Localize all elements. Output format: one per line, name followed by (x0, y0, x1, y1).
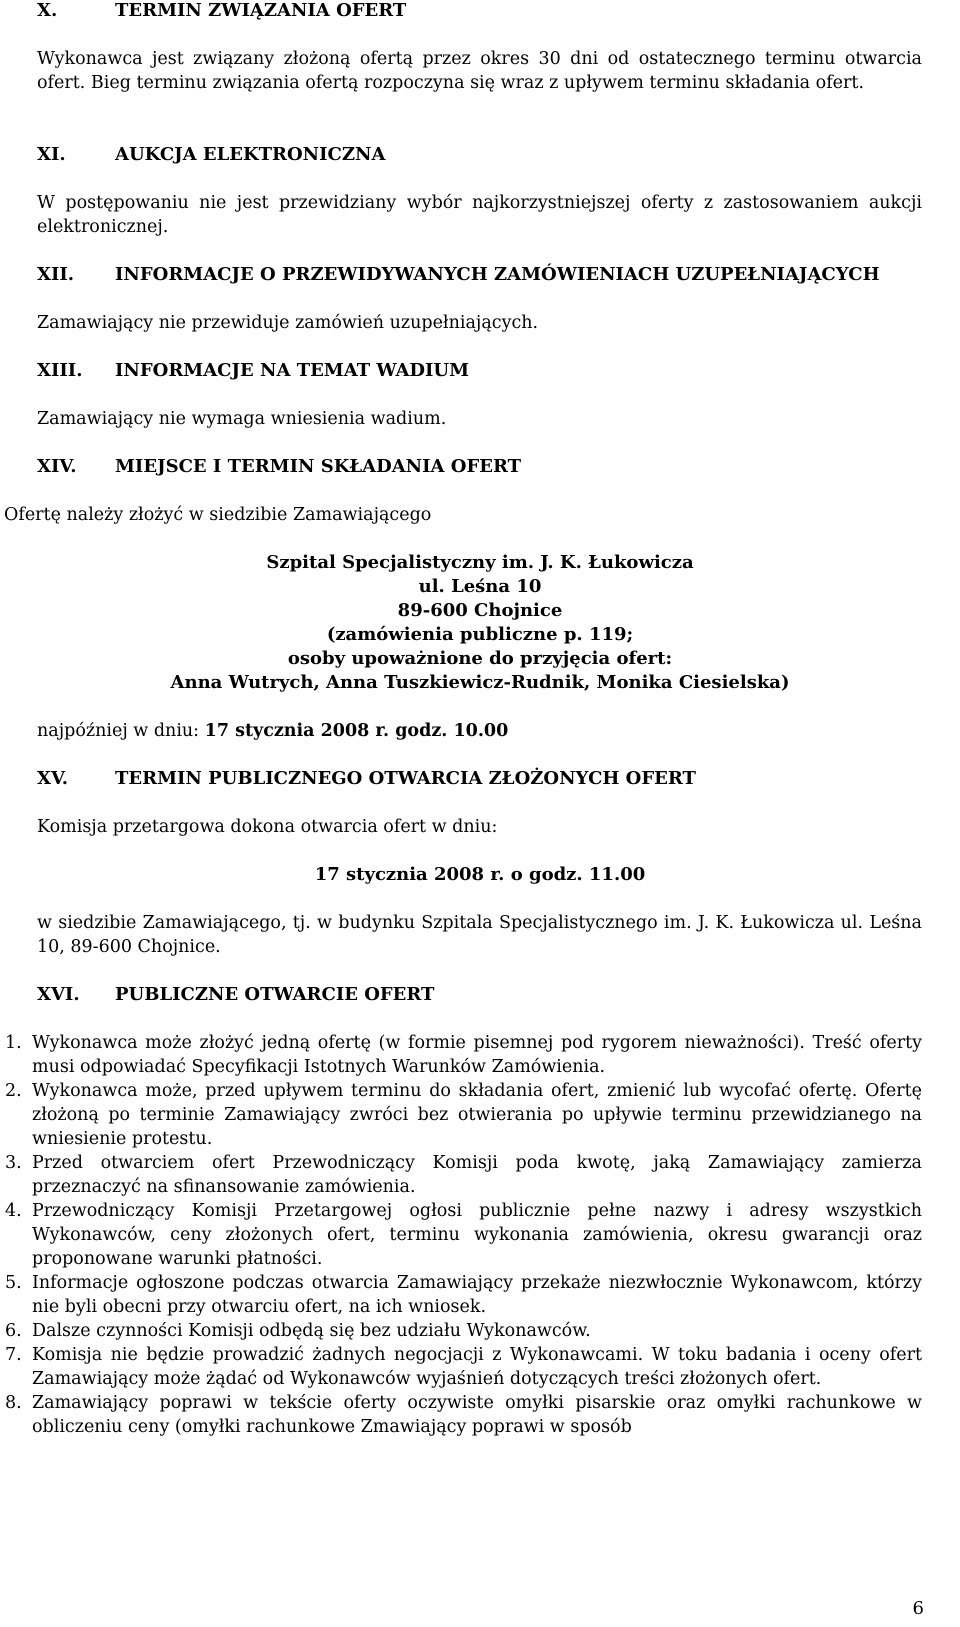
section-title: INFORMACJE NA TEMAT WADIUM (115, 360, 470, 381)
section-xiv-heading (37, 455, 922, 479)
address-line: Szpital Specjalistyczny im. J. K. Łukowicza (266, 552, 694, 573)
list-item (5, 1319, 922, 1343)
item-number: 4. (5, 1201, 22, 1221)
section-x-body: Wykonawca jest związany złożoną ofertą przez okres 30 dni od ostatecznego terminu otwarcia ofert. Bieg terminu związania ofertą rozpoczyna się wraz z upływem terminu składania ofert. (37, 49, 922, 93)
list-item (5, 1079, 922, 1151)
section-number: XII. (37, 264, 75, 285)
section-number: XVI. (37, 984, 80, 1005)
public-opening-list (5, 1031, 922, 1439)
list-item (5, 1199, 922, 1271)
page-number: 6 (912, 1598, 924, 1619)
list-item (5, 1151, 922, 1199)
item-text: Wykonawca może złożyć jedną ofertę (w formie pisemnej pod rygorem nieważności). Treść oferty musi odpowiadać Specyfikacji Istotnych Warunków Zamówienia. (32, 1033, 922, 1077)
opening-place: w siedzibie Zamawiającego, tj. w budynku Szpitala Specjalistycznego im. J. K. Łukowicza ul. Leśna 10, 89-600 Chojnice. (37, 913, 922, 957)
item-text: Zamawiający poprawi w tekście oferty oczywiste omyłki pisarskie oraz omyłki rachunkowe w obliczeniu ceny (omyłki rachunkowe Zmawiający poprawi w sposób (32, 1393, 922, 1437)
section-title: AUKCJA ELEKTRONICZNA (115, 144, 386, 165)
item-number: 6. (5, 1321, 22, 1341)
list-item (5, 1343, 922, 1391)
section-title: TERMIN ZWIĄZANIA OFERT (115, 0, 407, 21)
section-xii-body: Zamawiający nie przewiduje zamówień uzupełniających. (37, 313, 539, 333)
section-number: XIII. (37, 360, 83, 381)
section-title: PUBLICZNE OTWARCIE OFERT (115, 984, 435, 1005)
section-title: TERMIN PUBLICZNEGO OTWARCIA ZŁOŻONYCH OFERT (115, 768, 696, 789)
list-item (5, 1271, 922, 1319)
item-text: Dalsze czynności Komisji odbędą się bez udziału Wykonawców. (32, 1321, 591, 1341)
item-text: Wykonawca może, przed upływem terminu do składania ofert, zmienić lub wycofać ofertę. Ofertę złożoną po terminie Zamawiający zwróci bez otwierania po upływie terminu przewidzianego na wniesienie protestu. (32, 1081, 922, 1149)
opening-date: 17 stycznia 2008 r. o godz. 11.00 (314, 864, 646, 885)
section-number: XV. (37, 768, 69, 789)
list-item (5, 1391, 922, 1439)
section-xi-heading (37, 143, 922, 167)
section-number: XI. (37, 144, 66, 165)
section-xiv-intro: Ofertę należy złożyć w siedzibie Zamawiającego (4, 505, 432, 525)
section-xi-body: W postępowaniu nie jest przewidziany wybór najkorzystniejszej oferty z zastosowaniem aukcji elektronicznej. (37, 193, 922, 237)
address-line: osoby upoważnione do przyjęcia ofert: (287, 648, 673, 669)
deadline-label: najpóźniej w dniu: (37, 721, 205, 741)
section-title: INFORMACJE O PRZEWIDYWANYCH ZAMÓWIENIACH UZUPEŁNIAJĄCYCH (115, 264, 880, 285)
section-xv-heading (37, 767, 922, 791)
section-xiii-heading (37, 359, 922, 383)
section-title: MIEJSCE I TERMIN SKŁADANIA OFERT (115, 456, 522, 477)
item-number: 3. (5, 1153, 22, 1173)
address-line: (zamówienia publiczne p. 119; (326, 624, 634, 645)
item-number: 5. (5, 1273, 22, 1293)
section-xii-heading (37, 263, 922, 287)
section-x-heading (37, 0, 922, 23)
item-number: 2. (5, 1081, 22, 1101)
item-number: 8. (5, 1393, 22, 1413)
submission-deadline (37, 719, 922, 743)
item-number: 1. (5, 1033, 22, 1053)
section-number: XIV. (37, 456, 77, 477)
deadline-value: 17 stycznia 2008 r. godz. 10.00 (204, 721, 509, 741)
item-text: Informacje ogłoszone podczas otwarcia Zamawiający przekaże niezwłocznie Wykonawcom, którzy nie byli obecni przy otwarciu ofert, na ich wniosek. (32, 1273, 922, 1317)
section-number: X. (37, 0, 58, 21)
address-line: ul. Leśna 10 (418, 576, 542, 597)
item-text: Przed otwarciem ofert Przewodniczący Komisji poda kwotę, jaką Zamawiający zamierza przeznaczyć na sfinansowanie zamówienia. (32, 1153, 922, 1197)
address-line: 89-600 Chojnice (397, 600, 563, 621)
section-xvi-heading (37, 983, 922, 1007)
item-text: Komisja nie będzie prowadzić żadnych negocjacji z Wykonawcami. W toku badania i oceny ofert Zamawiający może żądać od Wykonawców wyjaśnień dotyczących treści złożonych ofert. (32, 1345, 922, 1389)
list-item (5, 1031, 922, 1079)
address-line: Anna Wutrych, Anna Tuszkiewicz-Rudnik, Monika Ciesielska) (170, 672, 790, 693)
item-text: Przewodniczący Komisji Przetargowej ogłosi publicznie pełne nazwy i adresy wszystkich Wykonawców, ceny złożonych ofert, terminu wykonania zamówienia, okresu gwarancji oraz proponowane warunki płatności. (32, 1201, 922, 1269)
section-xiii-body: Zamawiający nie wymaga wniesienia wadium. (37, 409, 447, 429)
section-xv-intro: Komisja przetargowa dokona otwarcia ofert w dniu: (37, 817, 498, 837)
item-number: 7. (5, 1345, 22, 1365)
